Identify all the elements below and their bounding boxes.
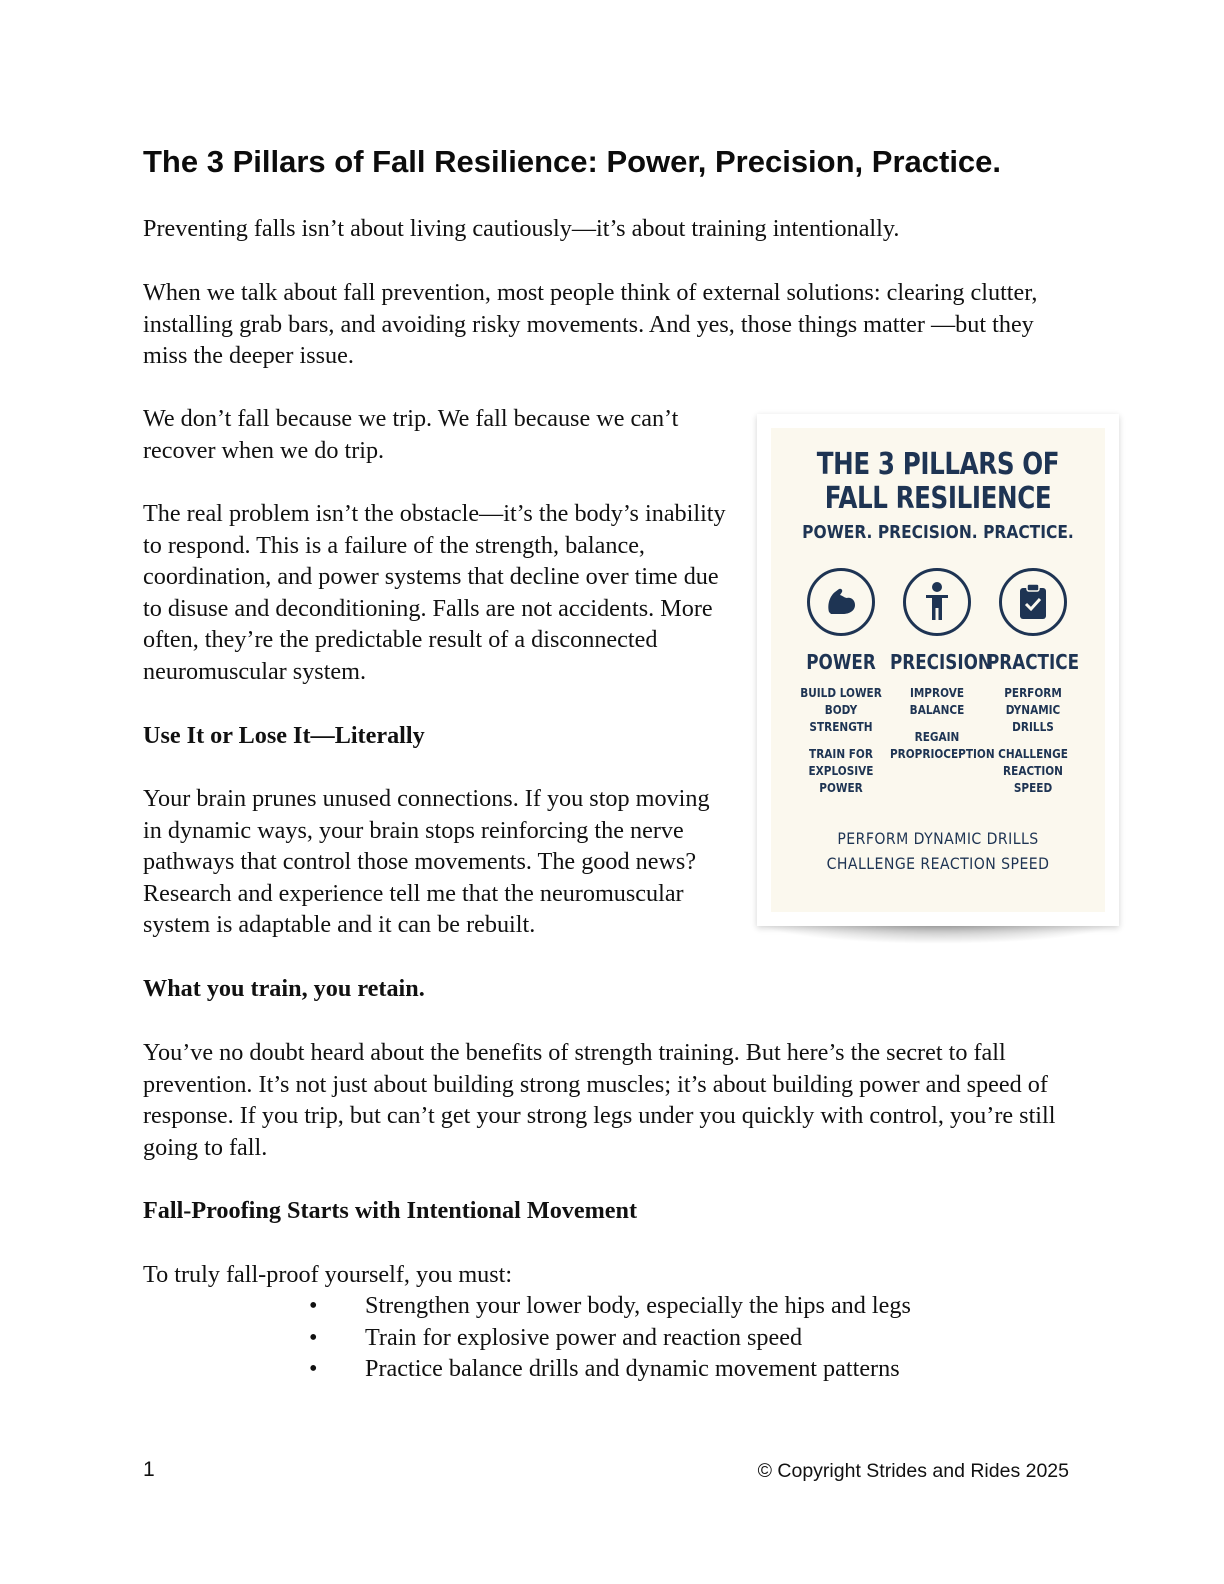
list-item: • Strengthen your lower body, especially the hips and legs <box>143 1290 1043 1322</box>
pillar-item: REGAIN PROPRIOCEPTION <box>889 729 995 761</box>
clipboard-check-icon <box>999 568 1067 636</box>
bullet-dot: • <box>309 1292 318 1319</box>
infographic-panel <box>771 428 1105 912</box>
pillar-heading: PRECISION <box>889 650 992 674</box>
section-heading: What you train, you retain. <box>143 975 425 1002</box>
pillar-heading: PRACTICE <box>986 650 1080 674</box>
infographic-footer: PERFORM DYNAMIC DRILLS CHALLENGE REACTION SPEED <box>826 829 1050 873</box>
pillar-item: PERFORM DYNAMIC DRILLS <box>1004 685 1062 734</box>
pillar-practice <box>977 568 1089 796</box>
paragraph: We don’t fall because we trip. We fall because we can’t recover when we do trip. <box>143 405 679 464</box>
pillar-item: IMPROVE BALANCE <box>909 685 965 717</box>
bullet-dot: • <box>309 1355 318 1383</box>
paragraph: Your brain prunes unused connections. If you stop moving in dynamic ways, your brain stops reinforcing the nerve pathways that control those movements. The good news? Research and experience tell me that the neuromuscular system is adaptable and it can be rebuilt. <box>143 785 710 939</box>
list-item: • Practice balance drills and dynamic movement patterns <box>143 1353 1043 1385</box>
pillar-item: TRAIN FOR EXPLOSIVE POWER <box>808 746 874 795</box>
pillar-item: BUILD LOWER BODY STRENGTH <box>800 685 882 734</box>
standing-person-icon <box>903 568 971 636</box>
section-heading: Fall-Proofing Starts with Intentional Movement <box>143 1197 638 1224</box>
flexed-arm-icon <box>807 568 875 636</box>
infographic-card <box>757 414 1119 926</box>
pillar-heading: POWER <box>806 650 876 674</box>
infographic-subtitle: POWER. PRECISION. PRACTICE. <box>802 522 1074 543</box>
bullet-dot: • <box>309 1323 318 1351</box>
paragraph: To truly fall-proof yourself, you must: <box>143 1261 513 1288</box>
infographic-title: THE 3 PILLARS OF FALL RESILIENCE <box>816 447 1060 516</box>
bullet-list <box>143 1290 1043 1385</box>
paragraph: The real problem isn’t the obstacle—it’s the body’s inability to respond. This is a failure of the strength, balance, coordination, and power systems that decline over time due to disuse and deconditioning. Falls are not accidents. More often, they’re the predictable result of a disconnected neuromuscular system. <box>143 500 726 685</box>
pillar-item: CHALLENGE REACTION SPEED <box>998 746 1068 795</box>
section-heading: Use It or Lose It—Literally <box>143 722 425 749</box>
page-number: 1 <box>143 1458 155 1481</box>
page-title: The 3 Pillars of Fall Resilience: Power, Precision, Practice. <box>143 144 1002 179</box>
intro-paragraph: Preventing falls isn’t about living cautiously—it’s about training intentionally. <box>143 215 900 242</box>
copyright-notice: © Copyright Strides and Rides 2025 <box>757 1460 1069 1482</box>
paragraph: When we talk about fall prevention, most people think of external solutions: clearing clutter, installing grab bars, and avoiding risky movements. And yes, those things matter —but they miss the deeper issue. <box>143 279 1038 370</box>
list-item: • Train for explosive power and reaction speed <box>143 1322 1043 1354</box>
paragraph: You’ve no doubt heard about the benefits of strength training. But here’s the secret to fall prevention. It’s not just about building strong muscles; it’s about building power and speed of response. If you trip, but can’t get your strong legs under you quickly with control, you’re still going to fall. <box>143 1039 1056 1161</box>
